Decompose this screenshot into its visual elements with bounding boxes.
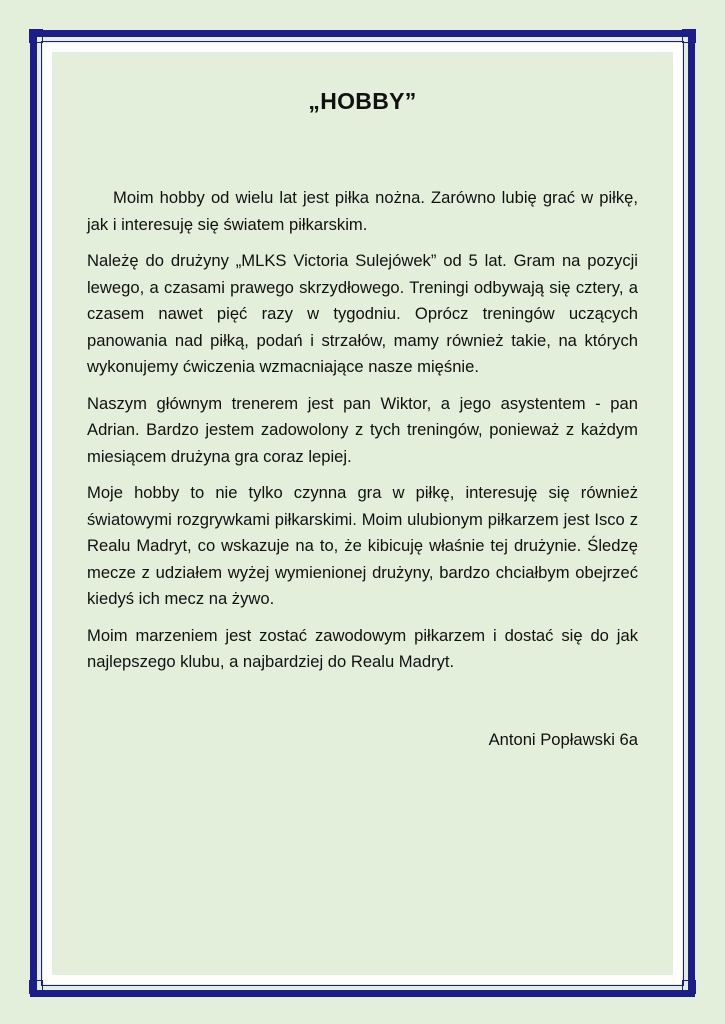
corner-ornament-bottom-left (29, 980, 43, 994)
paragraph-2: Należę do drużyny „MLKS Victoria Sulejówek” od 5 lat. Gram na pozycji lewego, a czasami prawego skrzydłowego. Treningi odbywają się cztery, a czasem nawet pięć razy w tygodniu. Oprócz treningów uczących panowania nad piłką, podań i strzałów, mamy również takie, na których wykonujemy ćwiczenia wzmacniające nasze mięśnie. (87, 251, 638, 376)
author-signature: Antoni Popławski 6a (488, 729, 638, 749)
document-title: „HOBBY” (308, 88, 417, 114)
paragraph-1: Moim hobby od wielu lat jest piłka nożna. Zarówno lubię grać w piłkę, jak i interesuję się światem piłkarskim. (87, 188, 638, 234)
paragraph-5: Moim marzeniem jest zostać zawodowym piłkarzem i dostać się do jak najlepszego klubu, a najbardziej do Realu Madryt. (87, 625, 638, 671)
corner-ornament-top-right (682, 29, 696, 43)
paragraph-4: Moje hobby to nie tylko czynna gra w piłkę, interesuję się również światowymi rozgrywkami piłkarskimi. Moim ulubionym piłkarzem jest Isco z Realu Madryt, co wskazuje na to, że kibicuję właśnie tej drużynie. Śledzę mecze z udziałem wyżej wymienionej drużyny, bardzo chciałbym obejrzeć kiedyś ich mecz na żywo. (87, 483, 638, 608)
document-body (87, 88, 638, 750)
paragraph-3: Naszym głównym trenerem jest pan Wiktor, a jego asystentem - pan Adrian. Bardzo jestem zadowolony z tych treningów, ponieważ z każdym miesiącem drużyna gra coraz lepiej. (87, 393, 638, 466)
corner-ornament-bottom-right (682, 980, 696, 994)
corner-ornament-top-left (29, 29, 43, 43)
